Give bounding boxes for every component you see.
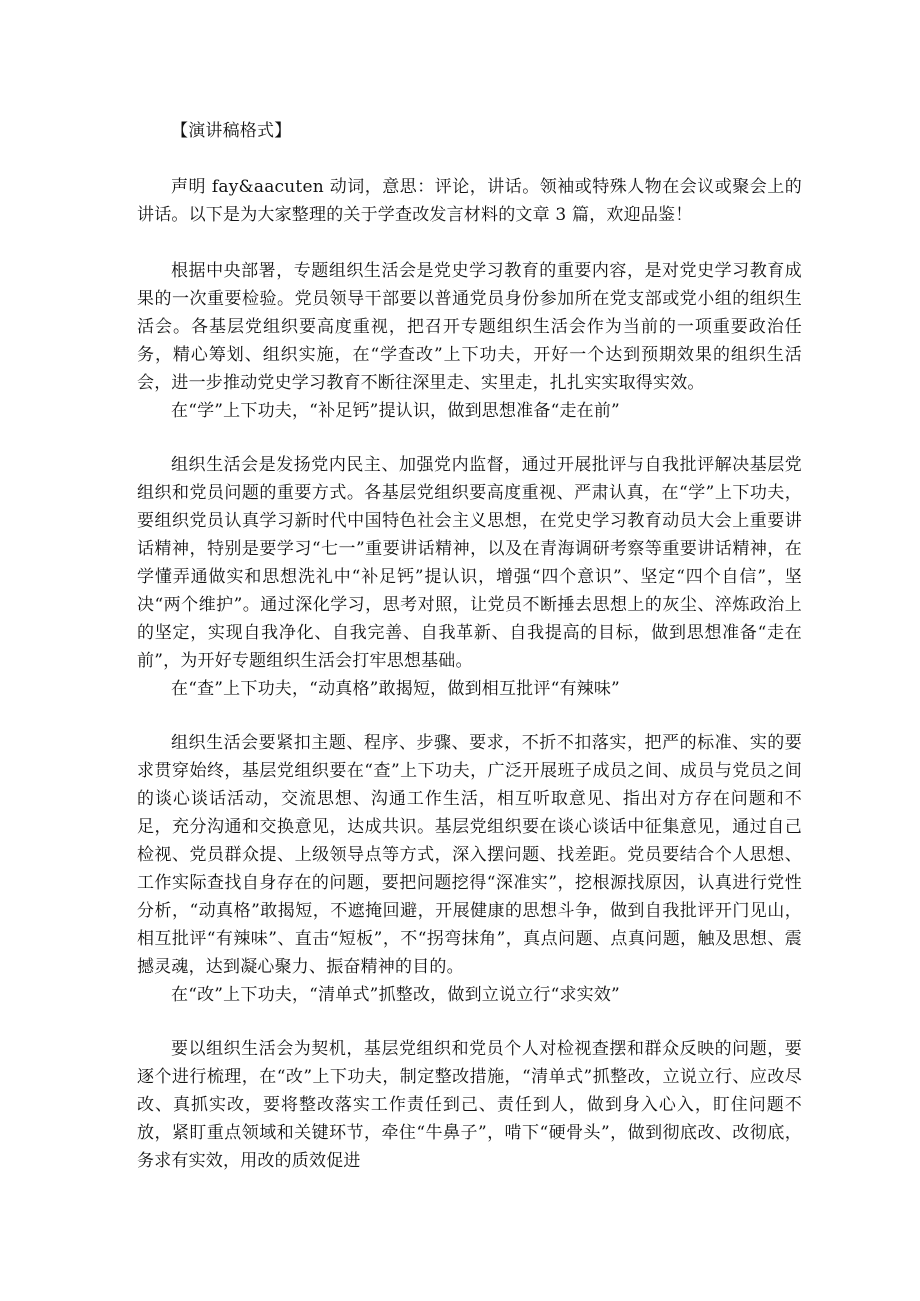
intro-paragraph-1: 声明 fay&aacuten 动词，意思：评论，讲话。领袖或特殊人物在会议或聚会上的讲话。以下是为大家整理的关于学查改发言材料的文章 3 篇，欢迎品鉴！ (137, 177, 802, 225)
section-body-2: 组织生活会要紧扣主题、程序、步骤、要求，不折不扣落实，把严的标准、实的要求贯穿始终，基层党组织要在“查”上下功夫，广泛开展班子成员之间、成员与党员之间的谈心谈话活动，交流思想、沟通工作生活，相互听取意见、指出对方存在问题和不足，充分沟通和交换意见，达成共识。基层党组织要在谈心谈话中征集意见，通过自己检视、党员群众提、上级领导点等方式，深入摆问题、找差距。党员要结合个人思想、工作实际查找自身存在的问题，要把问题挖得“深准实”，挖根源找原因，认真进行党性分析，“动真格”敢揭短，不遮掩回避，开展健康的思想斗争，做到自我批评开门见山，相互批评“有辣味”、直击“短板”，不“拐弯抹角”，真点问题、点真问题，触及思想、震撼灵魂，达到凝心聚力、振奋精神的目的。 (137, 733, 802, 977)
section-heading-3: 在“改”上下功夫，“清单式”抓整改，做到立说立行“求实效” (171, 985, 620, 1005)
section-body-1: 组织生活会是发扬党内民主、加强党内监督，通过开展批评与自我批评解决基层党组织和党员问题的重要方式。各基层党组织要高度重视、严肃认真，在“学”上下功夫，要组织党员认真学习新时代中国特色社会主义思想，在党史学习教育动员大会上重要讲话精神，特别是要学习“七一”重要讲话精神，以及在青海调研考察等重要讲话精神，在学懂弄通做实和思想洗礼中“补足钙”提认识，增强“四个意识”、坚定“四个自信”，坚决“两个维护”。通过深化学习，思考对照，让党员不断捶去思想上的灰尘、淬炼政治上的坚定，实现自我净化、自我完善、自我革新、自我提高的目标，做到思想准备“走在前”，为开好专题组织生活会打牢思想基础。 (137, 455, 802, 671)
section-body-3: 要以组织生活会为契机，基层党组织和党员个人对检视查摆和群众反映的问题，要逐个进行梳理，在“改”上下功夫，制定整改措施，“清单式”抓整改，立说立行、应改尽改、真抓实改，要将整改落实工作责任到己、责任到人，做到身入心入，盯住问题不放，紧盯重点领域和关键环节，牵住“牛鼻子”，啃下“硬骨头”，做到彻底改、改彻底，务求有实效，用改的质效促进 (137, 1039, 802, 1171)
section-heading-1: 在“学”上下功夫，“补足钙”提认识，做到思想准备“走在前” (171, 401, 620, 421)
section-heading-2: 在“查”上下功夫，“动真格”敢揭短，做到相互批评“有辣味” (171, 679, 620, 699)
document-title: 【演讲稿格式】 (171, 121, 292, 141)
intro-paragraph-2: 根据中央部署，专题组织生活会是党史学习教育的重要内容，是对党史学习教育成果的一次重要检验。党员领导干部要以普通党员身份参加所在党支部或党小组的组织生活会。各基层党组织要高度重视，把召开专题组织生活会作为当前的一项重要政治任务，精心筹划、组织实施，在“学查改”上下功夫，开好一个达到预期效果的组织生活会，进一步推动党史学习教育不断往深里走、实里走，扎扎实实取得实效。 (137, 261, 802, 393)
